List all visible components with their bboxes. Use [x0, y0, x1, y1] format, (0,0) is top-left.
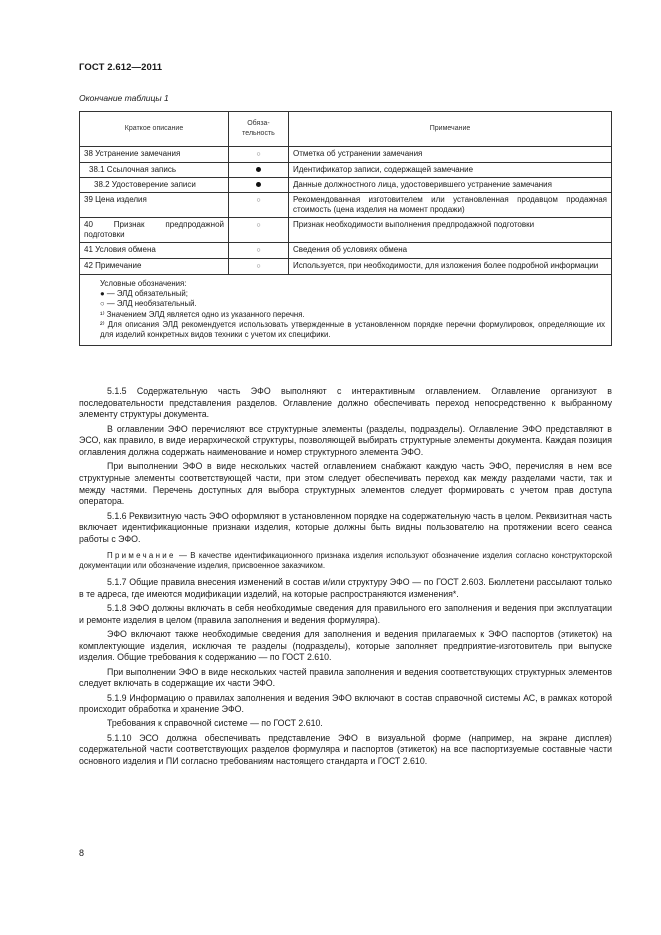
optional-mark: ○	[229, 259, 289, 275]
table-row	[80, 193, 612, 218]
row-description: 38.2 Удостоверение записи	[80, 178, 229, 193]
column-header-description: Краткое описание	[80, 112, 229, 147]
mandatory-dot-icon	[256, 167, 261, 172]
paragraph: При выполнении ЭФО в виде нескольких частей оглавлением снабжают каждую часть ЭФО, перечисляя в нем все структурные элементы соответствующей части, при этом следует обеспечивать переход как между разделами части, так и между частями. Перечень доступных для выбора структурных элементов следует формировать с учетом прав доступа оператора.	[79, 461, 612, 507]
row-description: 38.1 Ссылочная запись	[80, 163, 229, 178]
paragraph: 5.1.5 Содержательную часть ЭФО выполняют с интерактивным оглавлением. Оглавление организуют в последовательности представления разделов. Оглавление должно обеспечивать переход непосредственно к выбранному элементу структуры документа.	[79, 386, 612, 420]
note-label: Примечание	[107, 550, 176, 560]
table-caption: Окончание таблицы 1	[79, 93, 169, 103]
mandatory-mark	[229, 163, 289, 178]
optional-mark: ○	[229, 147, 289, 163]
optional-mark: ○	[229, 243, 289, 259]
paragraph: В оглавлении ЭФО перечисляют все структурные элементы (разделы, подразделы). Оглавление ЭФО представляют в ЭСО, как правило, в виде иерархической структуры, позволяющей выбирать структурные элементы документа. Каждая позиция оглавления должна содержать наименование и номер структурного элемента ЭФО.	[79, 423, 612, 458]
paragraph: 5.1.7 Общие правила внесения изменений в состав и/или структуру ЭФО — по ГОСТ 2.603. Бюллетени рассылают только в те адреса, где имеются модификации изделий, на которые распространяются изменения*.	[79, 577, 612, 599]
table-header-row	[80, 112, 612, 147]
paragraph: ЭФО включают также необходимые сведения для заполнения и ведения прилагаемых к ЭФО паспортов (этикеток) на комплектующие изделия, исключая те разделы (подразделы), которые заполняет предприятие-изготовитель при выпуске изделия. Общие требования к содержанию — по ГОСТ 2.610.	[79, 629, 612, 663]
table	[79, 111, 612, 346]
document-header: ГОСТ 2.612—2011	[79, 62, 163, 73]
row-note: Данные должностного лица, удостоверившего устранение замечания	[289, 178, 612, 193]
row-description: 40 Признак предпродажной подготовки	[80, 218, 229, 243]
table-row	[80, 178, 612, 193]
row-description: 38 Устранение замечания	[80, 147, 229, 163]
column-header-obligation: Обяза- тельность	[229, 112, 289, 147]
row-note: Идентификатор записи, содержащей замечание	[289, 163, 612, 178]
table-row	[80, 218, 612, 243]
row-description: 41 Условия обмена	[80, 243, 229, 259]
legend-title: Условные обозначения:	[100, 279, 187, 288]
table-row	[80, 163, 612, 178]
paragraph: 5.1.8 ЭФО должны включать в себя необходимые сведения для правильного его заполнения и ведения при эксплуатации и ремонте изделия в целом (правила заполнения и ведения формуляра).	[79, 603, 612, 625]
paragraph: 5.1.9 Информацию о правилах заполнения и ведения ЭФО включают в состав справочной системы АС, в рамках которой происходит обработка и хранение ЭФО.	[79, 692, 612, 715]
row-description: 39 Цена изделия	[80, 193, 229, 218]
body-text	[79, 386, 612, 770]
mandatory-mark	[229, 178, 289, 193]
row-note: Используется, при необходимости, для изложения более подробной информации	[289, 259, 612, 275]
footnote-2: ²⁾ Для описания ЭЛД рекомендуется использовать утвержденные в установленном порядке перечни формулировок, определяющие их для изделий конкретных видов техники с учетом их специфики.	[100, 319, 605, 340]
legend-optional: ○ — ЭЛД необязательный.	[100, 299, 197, 309]
table-notes	[80, 275, 612, 346]
footnote-1: ¹⁾ Значением ЭЛД является одно из указанного перечня.	[100, 309, 305, 319]
page-number: 8	[79, 848, 85, 858]
column-header-note: Примечание	[289, 112, 612, 147]
row-note: Признак необходимости выполнения предпродажной подготовки	[289, 218, 612, 243]
note-paragraph	[79, 551, 612, 573]
optional-mark: ○	[229, 193, 289, 218]
mandatory-dot-icon	[256, 182, 261, 187]
table-row	[80, 259, 612, 275]
note-text: — В качестве идентификационного признака изделия используют обозначение изделия согласно конструкторской документации или обозначение изделия, присвоенное заказчиком.	[79, 550, 612, 571]
legend-mandatory: ● — ЭЛД обязательный;	[100, 289, 188, 299]
table-row	[80, 147, 612, 163]
optional-mark: ○	[229, 218, 289, 243]
row-note: Отметка об устранении замечания	[289, 147, 612, 163]
table-row	[80, 243, 612, 259]
row-note: Рекомендованная изготовителем или установленная продавцом продажная стоимость (цена изделия на момент продажи)	[289, 193, 612, 218]
paragraph: Требования к справочной системе — по ГОСТ 2.610.	[107, 718, 323, 729]
paragraph: 5.1.10 ЭСО должна обеспечивать представление ЭФО в визуальной форме (например, на экране дисплея) содержательной части соответствующих разделов формуляра и паспортов (этикеток) на все паспортизуемые составные части основного изделия и ПИ согласно требованиям настоящего стандарта и ГОСТ 2.610.	[79, 732, 612, 767]
paragraph: При выполнении ЭФО в виде нескольких частей правила заполнения и ведения соответствующих структурных элементов следует включать в содержащие их части ЭФО.	[79, 666, 612, 689]
row-note: Сведения об условиях обмена	[289, 243, 612, 259]
paragraph: 5.1.6 Реквизитную часть ЭФО оформляют в установленном порядке на содержательную часть в целом. Реквизитная часть включает идентификационные признаки изделия, которые должны быть видны пользователю на протяжении всего сеанса работы с ЭФО.	[79, 510, 612, 544]
row-description: 42 Примечание	[80, 259, 229, 275]
